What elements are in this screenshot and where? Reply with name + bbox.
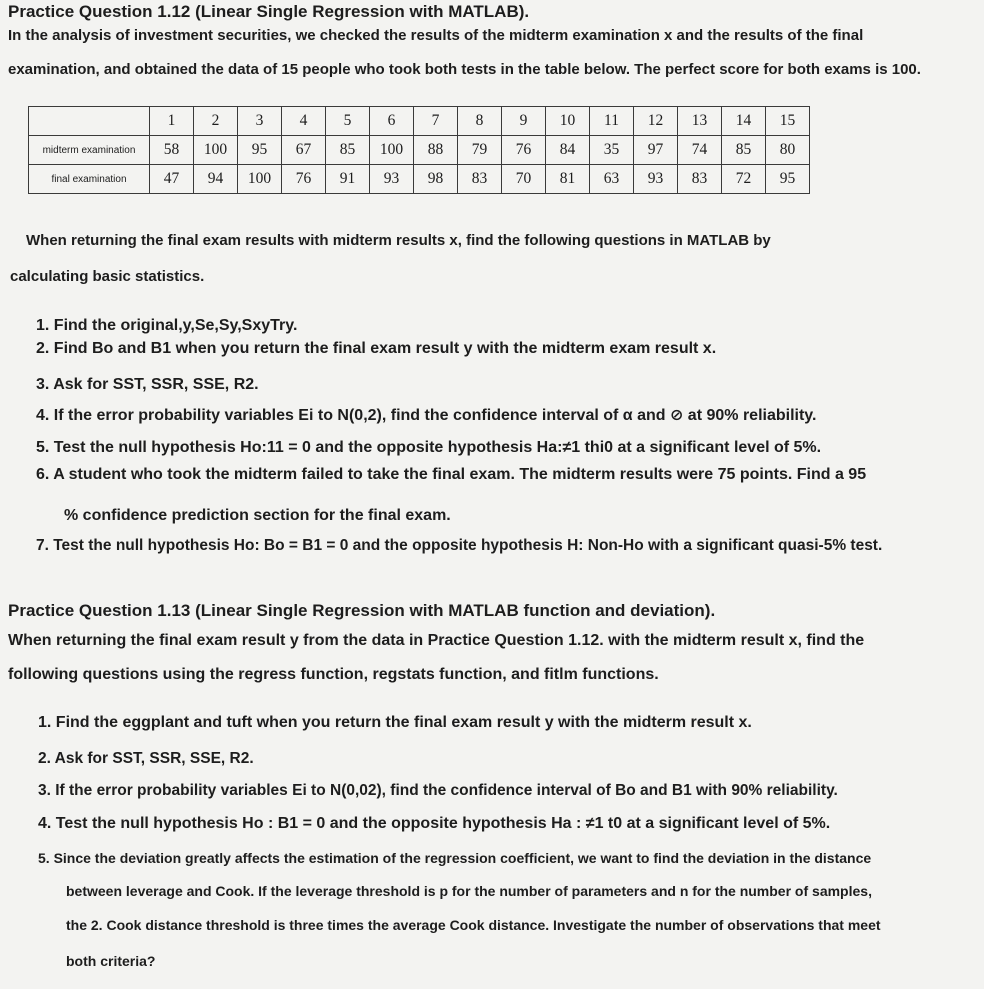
table-cell: 63: [590, 165, 634, 194]
table-cell: 84: [546, 136, 590, 165]
table-cell: 12: [634, 107, 678, 136]
q113-item-3: 3. If the error probability variables Ei to N(0,02), find the confidence interval of Bo and B1 with 90% reliability.: [38, 782, 838, 799]
row-label: midterm examination: [29, 136, 150, 165]
q112-item-1: 1. Find the original,y,Se,Sy,SxyTry.: [36, 317, 298, 334]
table-cell: 81: [546, 165, 590, 194]
q113-lead-line2: following questions using the regress function, regstats function, and fitlm functions.: [8, 666, 659, 683]
table-cell: 10: [546, 107, 590, 136]
table-cell: 4: [282, 107, 326, 136]
table-cell: 79: [458, 136, 502, 165]
table-cell: 35: [590, 136, 634, 165]
table-cell: 14: [722, 107, 766, 136]
table-cell: 58: [150, 136, 194, 165]
q112-item-6: 6. A student who took the midterm failed to take the final exam. The midterm results were 75 points. Find a 95: [36, 466, 867, 483]
table-cell: 11: [590, 107, 634, 136]
table-cell: 47: [150, 165, 194, 194]
q113-item-5-cont-1: between leverage and Cook. If the leverage threshold is p for the number of parameters and n for the number of samples,: [66, 883, 872, 899]
table-cell: 91: [326, 165, 370, 194]
table-cell: 95: [766, 165, 810, 194]
q113-item-5: 5. Since the deviation greatly affects the estimation of the regression coefficient, we want to find the deviation in the distance: [38, 850, 872, 866]
q112-item-4: 4. If the error probability variables Ei to N(0,2), find the confidence interval of α and ⊘ at 90% reliability.: [36, 407, 817, 424]
table-cell: 5: [326, 107, 370, 136]
q112-item-6-cont: % confidence prediction section for the final exam.: [64, 507, 451, 524]
table-cell: 93: [634, 165, 678, 194]
table-cell: 98: [414, 165, 458, 194]
table-cell: 88: [414, 136, 458, 165]
row-label: [29, 107, 150, 136]
table-cell: 72: [722, 165, 766, 194]
table-cell: 76: [502, 136, 546, 165]
table-cell: 13: [678, 107, 722, 136]
q112-item-7: 7. Test the null hypothesis Ho: Bo = B1 = 0 and the opposite hypothesis H: Non-Ho with a significant quasi-5% test.: [36, 537, 883, 554]
table-cell: 7: [414, 107, 458, 136]
table-cell: 100: [370, 136, 414, 165]
table-cell: 85: [326, 136, 370, 165]
table-cell: 83: [678, 165, 722, 194]
table-cell: 100: [238, 165, 282, 194]
table-cell: 70: [502, 165, 546, 194]
table-cell: 93: [370, 165, 414, 194]
table-cell: 100: [194, 136, 238, 165]
q112-item-5: 5. Test the null hypothesis Ho:11 = 0 and the opposite hypothesis Ha:≠1 thi0 at a significant level of 5%.: [36, 439, 822, 456]
table-cell: 76: [282, 165, 326, 194]
q113-lead-line1: When returning the final exam result y from the data in Practice Question 1.12. with the midterm result x, find the: [8, 632, 865, 649]
table-cell: 15: [766, 107, 810, 136]
q112-item-2: 2. Find Bo and B1 when you return the final exam result y with the midterm exam result x.: [36, 340, 717, 357]
table-cell: 8: [458, 107, 502, 136]
table-cell: 74: [678, 136, 722, 165]
q112-lead-line1: When returning the final exam results with midterm results x, find the following questions in MATLAB by: [26, 232, 771, 249]
q112-intro-line2: examination, and obtained the data of 15 people who took both tests in the table below. The perfect score for both exams is 100.: [8, 61, 921, 78]
table-row: [29, 165, 810, 194]
table-cell: 9: [502, 107, 546, 136]
table-cell: 85: [722, 136, 766, 165]
q113-item-4: 4. Test the null hypothesis Ho : B1 = 0 and the opposite hypothesis Ha : ≠1 t0 at a significant level of 5%.: [38, 815, 831, 832]
table-cell: 3: [238, 107, 282, 136]
table-cell: 2: [194, 107, 238, 136]
score-table: [28, 106, 810, 194]
table-cell: 83: [458, 165, 502, 194]
table-cell: 1: [150, 107, 194, 136]
table-cell: 97: [634, 136, 678, 165]
table-cell: 95: [238, 136, 282, 165]
q113-item-1: 1. Find the eggplant and tuft when you return the final exam result y with the midterm result x.: [38, 714, 752, 731]
table-row: [29, 107, 810, 136]
table-cell: 94: [194, 165, 238, 194]
table-cell: 80: [766, 136, 810, 165]
table-cell: 67: [282, 136, 326, 165]
q112-title: Practice Question 1.12 (Linear Single Regression with MATLAB).: [8, 2, 530, 21]
table-cell: 6: [370, 107, 414, 136]
q112-intro-line1: In the analysis of investment securities, we checked the results of the midterm examination x and the results of the final: [8, 27, 864, 44]
q112-item-3: 3. Ask for SST, SSR, SSE, R2.: [36, 376, 259, 393]
q113-item-2: 2. Ask for SST, SSR, SSE, R2.: [38, 750, 254, 767]
q113-title: Practice Question 1.13 (Linear Single Regression with MATLAB function and deviation).: [8, 601, 716, 620]
q113-item-5-cont-2: the 2. Cook distance threshold is three times the average Cook distance. Investigate the number of observations that meet: [66, 917, 881, 933]
q112-lead-line2: calculating basic statistics.: [10, 268, 205, 285]
table-row: [29, 136, 810, 165]
row-label: final examination: [29, 165, 150, 194]
q113-item-5-cont-3: both criteria?: [66, 953, 156, 969]
